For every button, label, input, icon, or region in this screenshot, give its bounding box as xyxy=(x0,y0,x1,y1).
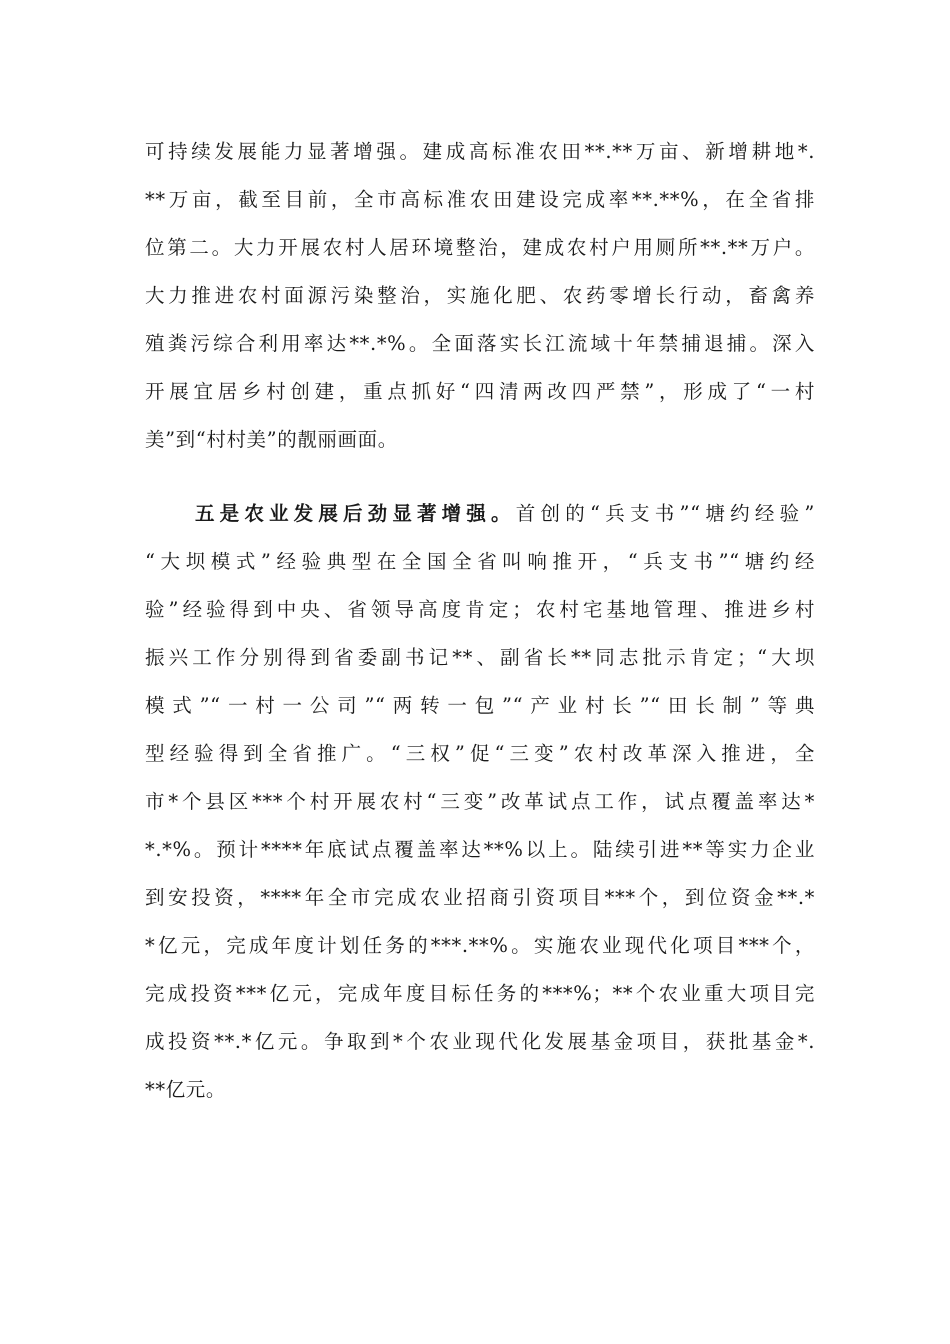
paragraph-line: 位第二。大力开展农村人居环境整治，建成农村户用厕所**.**万户。 xyxy=(145,236,815,259)
paragraph-line: *亿元，完成年度计划任务的***.**%。实施农业现代化项目***个， xyxy=(145,934,815,957)
paragraph-line: 到安投资，****年全市完成农业招商引资项目***个，到位资金**.* xyxy=(145,886,815,909)
paragraph-line: 殖粪污综合利用率达**.*%。全面落实长江流域十年禁捕退捕。深入 xyxy=(145,332,815,355)
paragraph-line: *.*%。预计****年底试点覆盖率达**%以上。陆续引进**等实力企业 xyxy=(145,838,815,861)
paragraph-line: 振兴工作分别得到省委副书记**、副省长**同志批示肯定；“大坝 xyxy=(145,646,815,669)
paragraph-line: 开展宜居乡村创建，重点抓好“四清两改四严禁”，形成了“一村 xyxy=(145,380,815,403)
paragraph-first-line xyxy=(145,490,815,538)
paragraph-line: **万亩，截至目前，全市高标准农田建设完成率**.**%，在全省排 xyxy=(145,188,815,211)
paragraph-line: “大坝模式”经验典型在全国全省叫响推开，“兵支书”“塘约经 xyxy=(145,550,815,573)
paragraph-line: 成投资**.*亿元。争取到*个农业现代化发展基金项目，获批基金*. xyxy=(145,1030,815,1053)
paragraph-line: 模式”“一村一公司”“两转一包”“产业村长”“田长制”等典 xyxy=(145,694,815,717)
paragraph-line: 完成投资***亿元，完成年度目标任务的***%；**个农业重大项目完 xyxy=(145,982,815,1005)
paragraph-line: 大力推进农村面源污染整治，实施化肥、农药零增长行动，畜禽养 xyxy=(145,284,815,307)
paragraph-line: 验”经验得到中央、省领导高度肯定；农村宅基地管理、推进乡村 xyxy=(145,598,815,621)
paragraph-line: 美”到“村村美”的靓丽画面。 xyxy=(145,428,398,451)
paragraph-line: 可持续发展能力显著增强。建成高标准农田**.**万亩、新增耕地*. xyxy=(145,140,815,163)
paragraph-line: **亿元。 xyxy=(145,1078,226,1101)
paragraph-line-text: 首创的“兵支书”“塘约经验” xyxy=(515,502,815,525)
paragraph-development-momentum xyxy=(145,490,815,1114)
paragraph-line: 型经验得到全省推广。“三权”促“三变”农村改革深入推进，全 xyxy=(145,742,815,765)
paragraph-line: 市*个县区***个村开展农村“三变”改革试点工作，试点覆盖率达* xyxy=(145,790,815,813)
section-heading: 五是农业发展后劲显著增强。 xyxy=(195,502,516,525)
paragraph-environment xyxy=(145,128,815,464)
